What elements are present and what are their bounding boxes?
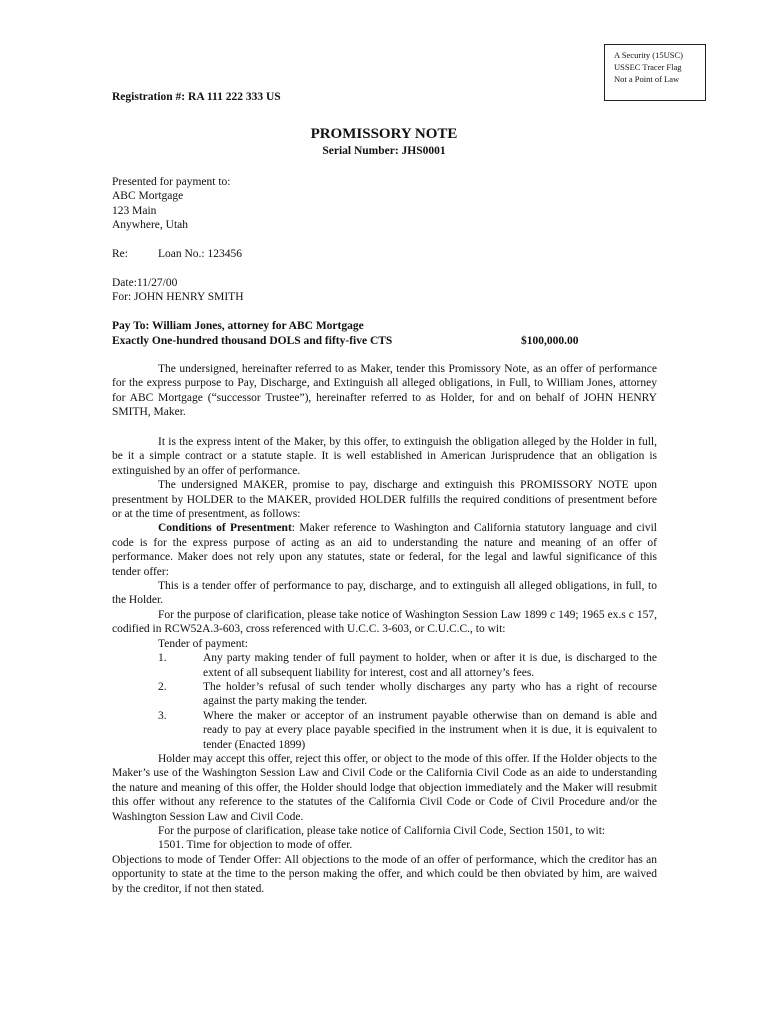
serial-number: Serial Number: JHS0001 <box>322 145 446 157</box>
list-item <box>112 651 657 680</box>
section-1501-heading: 1501. Time for objection to mode of offer. <box>158 839 353 852</box>
stamp-line: A Security (15USC) <box>614 50 683 60</box>
paragraph-conditions <box>112 521 657 579</box>
exactly-line: Exactly One-hundred thousand DOLS and fifty-five CTS <box>112 335 393 347</box>
list-item-number: 1. <box>158 652 167 665</box>
list-item-text: Any party making tender of full payment to holder, when or after it is due, is discharged to the extent of all subsequent liability for interest, cost and all attorney’s fees. <box>203 652 657 679</box>
list-item-number: 3. <box>158 709 167 722</box>
list-item-text: The holder’s refusal of such tender wholly discharges any party who has a right of recourse against the party making the tender. <box>203 680 657 708</box>
paragraph-objections: Objections to mode of Tender Offer: All objections to the mode of an offer of performance, which the creditor has an opportunity to state at the time to the person making the offer, and which could be then obviated by him, are waived by the creditor, if not then stated. <box>112 853 657 895</box>
list-item-text: Where the maker or acceptor of an instrument payable otherwise than on demand is able and ready to pay at every place payable specified in the instrument when it is due, it is equivalent to tender (Enacted 1899) <box>203 709 657 751</box>
paragraph-clarification-california: For the purpose of clarification, please take notice of California Civil Code, Section 1501, to wit: <box>158 824 606 837</box>
paragraph-offer <box>112 362 657 420</box>
paragraph-clarification-washington: For the purpose of clarification, please take notice of Washington Session Law 1899 c 149; 1965 ex.s c 157, codified in RCW52A.3-603, cross referenced with U.C.C. 3-603, or C.U.C.C., to wit: <box>112 608 657 636</box>
paragraph-holder-options: Holder may accept this offer, reject this offer, or object to the mode of this offer. If the Holder objects to the Maker’s use of the Washington Session Law and Civil Code or the California Civil Code as an aide to understanding the nature and meaning of this offer, the Holder should lodge that objection immediately and the Maker will resubmit this offer without any reference to the statutes of the California Civil Code or Code of Civil Procedure and/or the Washington Session Law and Civil Code. <box>112 752 657 823</box>
registration-number: Registration #: RA 111 222 333 US <box>112 91 281 103</box>
payee-name: ABC Mortgage <box>112 190 184 202</box>
paragraph-tender-offer: This is a tender offer of performance to pay, discharge, and to extinguish all alleged obligations, in full, to the Holder. <box>112 580 657 607</box>
payee-city: Anywhere, Utah <box>112 219 189 231</box>
payee-street: 123 Main <box>112 205 157 217</box>
stamp-line: Not a Point of Law <box>614 74 680 84</box>
presented-label: Presented for payment to: <box>112 176 231 188</box>
conditions-text: : Maker reference to Washington and California statutory language and civil code is for the express purpose of acting as an aid to understanding the nature and meaning of an offer of performance. Maker does not rely upon any statutes, state or federal, for the legal and lawful significance of this tender offer: <box>112 522 657 578</box>
for-line: For: JOHN HENRY SMITH <box>112 291 244 303</box>
pay-to-line: Pay To: William Jones, attorney for ABC Mortgage <box>112 320 364 332</box>
paragraph-intent: It is the express intent of the Maker, by this offer, to extinguish the obligation alleged by the Holder in full, be it a simple contract or a statute staple. It is well established in American Jurisprudence that an obligation is extinguished by an offer of performance. <box>112 436 657 477</box>
document-title: PROMISSORY NOTE <box>310 126 458 142</box>
paragraph-promise: The undersigned MAKER, promise to pay, discharge and extinguish this PROMISSORY NOTE upon presentment by HOLDER to the MAKER, provided HOLDER fulfills the required conditions of presentment before or at the time of presentment, as follows: <box>112 479 657 521</box>
re-label: Re: <box>112 248 128 260</box>
list-item-number: 2. <box>158 680 167 693</box>
date-line: Date:11/27/00 <box>112 277 178 289</box>
tender-heading: Tender of payment: <box>158 637 248 650</box>
amount: $100,000.00 <box>521 335 579 347</box>
conditions-heading: Conditions of Presentment <box>158 522 292 535</box>
stamp-line: USSEC Tracer Flag <box>614 62 682 72</box>
security-stamp-box <box>604 44 706 101</box>
loan-number: Loan No.: 123456 <box>158 248 243 260</box>
body-text-block <box>112 435 657 896</box>
paragraph-text: The undersigned, hereinafter referred to as Maker, tender this Promissory Note, as an offer of performance for the express purpose to Pay, Discharge, and Extinguish all alleged obligations, in Full, to William Jones, attorney for ABC Mortgage (“successor Trustee”), hereinafter referred to as Holder, for and on behalf of JOHN HENRY SMITH, Maker. <box>112 363 657 419</box>
list-item <box>112 709 657 752</box>
list-item <box>112 680 657 709</box>
